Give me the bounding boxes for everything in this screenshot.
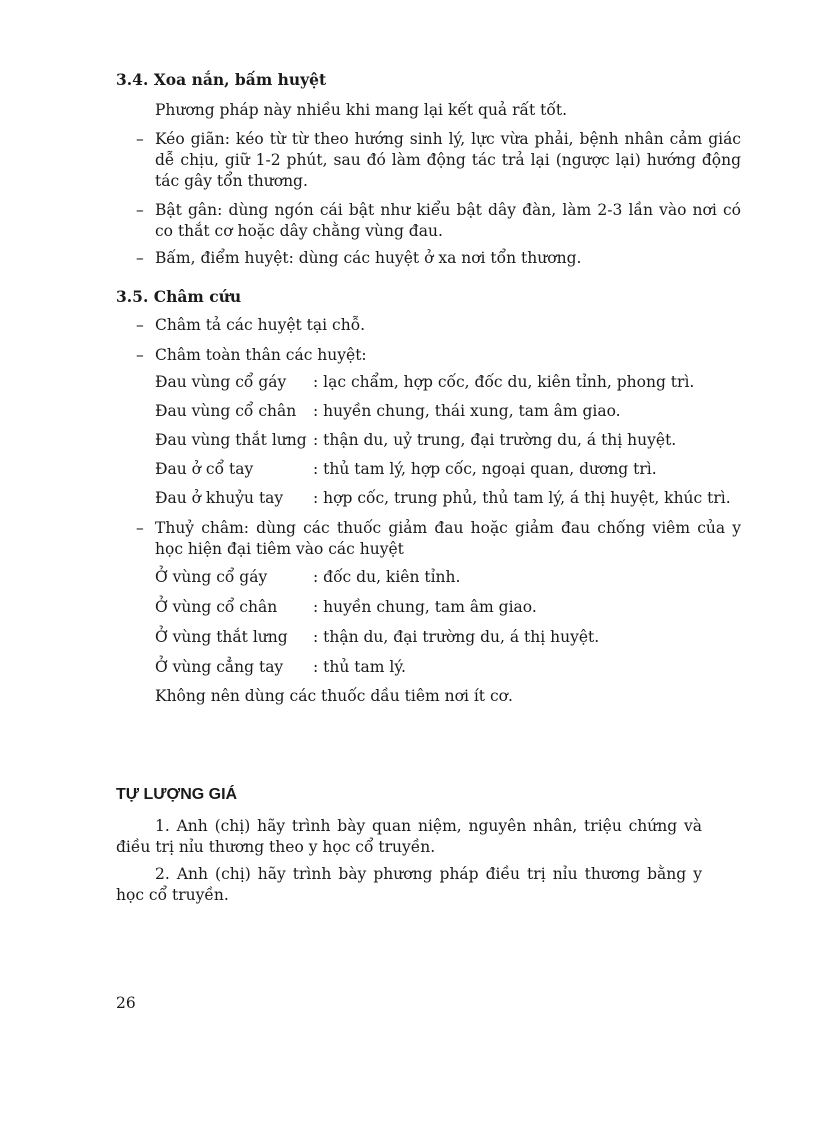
table-cell-points: : thủ tam lý, hợp cốc, ngoại quan, dương trì. bbox=[313, 460, 657, 478]
dash-marker: – bbox=[136, 316, 144, 334]
table-row bbox=[116, 426, 716, 455]
table-cell-region: Ở vùng cẳng tay bbox=[155, 658, 284, 676]
table-cell-points: : hợp cốc, trung phủ, thủ tam lý, á thị huyệt, khúc trì. bbox=[313, 489, 731, 507]
acupoint-table-1 bbox=[116, 368, 731, 513]
table-cell-points: : huyền chung, thái xung, tam âm giao. bbox=[313, 402, 621, 420]
acupoint-table-2 bbox=[116, 562, 716, 682]
table-row bbox=[116, 592, 716, 622]
table-cell-points: : huyền chung, tam âm giao. bbox=[313, 598, 537, 616]
list-item bbox=[116, 248, 741, 269]
list-item bbox=[116, 345, 741, 366]
dash-marker: – bbox=[136, 519, 144, 537]
review-question-2: 2. Anh (chị) hãy trình bày phương pháp điều trị nỉu thương bằng y học cổ truyền. bbox=[116, 865, 702, 904]
list-item-text: Thuỷ châm: dùng các thuốc giảm đau hoặc giảm đau chống viêm của y học hiện đại tiêm vào các huyệt bbox=[155, 519, 741, 558]
section-3-5-title: 3.5. Châm cứu bbox=[116, 287, 242, 306]
list-item-text: Châm tả các huyệt tại chỗ. bbox=[155, 316, 366, 334]
table-cell-region: Ở vùng thắt lưng bbox=[155, 628, 288, 646]
table-cell-region: Đau vùng cổ chân bbox=[155, 402, 297, 420]
table-cell-region: Đau ở cổ tay bbox=[155, 460, 254, 478]
list-item bbox=[116, 518, 741, 560]
table-cell-points: : thận du, đại trường du, á thị huyệt. bbox=[313, 628, 600, 646]
table-cell-points: : lạc chẩm, hợp cốc, đốc du, kiên tỉnh, phong trì. bbox=[313, 373, 695, 391]
dash-marker: – bbox=[136, 249, 144, 267]
table-row bbox=[116, 368, 716, 397]
page-number: 26 bbox=[116, 994, 136, 1012]
dash-marker: – bbox=[136, 130, 144, 148]
table-cell-points: : đốc du, kiên tỉnh. bbox=[313, 568, 461, 586]
table-cell-region: Đau ở khuỷu tay bbox=[155, 489, 284, 507]
dash-marker: – bbox=[136, 201, 144, 219]
table-cell-region: Đau vùng thắt lưng bbox=[155, 431, 307, 449]
section-3-4-title: 3.4. Xoa nắn, bấm huyệt bbox=[116, 70, 327, 89]
list-item bbox=[116, 200, 741, 242]
list-item bbox=[116, 315, 741, 336]
list-item-text: Bấm, điểm huyệt: dùng các huyệt ở xa nơi tổn thương. bbox=[155, 249, 582, 267]
table-row bbox=[116, 622, 716, 652]
table-cell-region: Đau vùng cổ gáy bbox=[155, 373, 287, 391]
table-row bbox=[116, 484, 731, 513]
table-row bbox=[116, 562, 716, 592]
list-item-text: Châm toàn thân các huyệt: bbox=[155, 346, 367, 364]
dash-marker: – bbox=[136, 346, 144, 364]
list-item bbox=[116, 129, 741, 192]
table-row bbox=[116, 397, 716, 426]
review-question-1: 1. Anh (chị) hãy trình bày quan niệm, nguyên nhân, triệu chứng và điều trị nỉu thương theo y học cổ truyền. bbox=[116, 817, 702, 856]
table-cell-region: Ở vùng cổ chân bbox=[155, 598, 278, 616]
table-cell-points: : thận du, uỷ trung, đại trường du, á thị huyệt. bbox=[313, 431, 677, 449]
table-cell-region: Ở vùng cổ gáy bbox=[155, 568, 268, 586]
review-title: TỰ LƯỢNG GIÁ bbox=[116, 786, 238, 803]
table-cell-points: : thủ tam lý. bbox=[313, 658, 406, 676]
section-3-4-intro: Phương pháp này nhiều khi mang lại kết quả rất tốt. bbox=[155, 101, 568, 119]
list-item-text: Kéo giãn: kéo từ từ theo hướng sinh lý, lực vừa phải, bệnh nhân cảm giác dễ chịu, giữ 1-2 phút, sau đó làm động tác trả lại (ngược lại) hướng động tác gây tổn thương. bbox=[155, 130, 741, 190]
table-row bbox=[116, 652, 716, 682]
list-item-text: Bật gân: dùng ngón cái bật như kiểu bật dây đàn, làm 2-3 lần vào nơi có co thắt cơ hoặc dây chằng vùng đau. bbox=[155, 201, 741, 240]
table-row bbox=[116, 455, 716, 484]
note-text: Không nên dùng các thuốc dầu tiêm nơi ít cơ. bbox=[155, 687, 513, 705]
